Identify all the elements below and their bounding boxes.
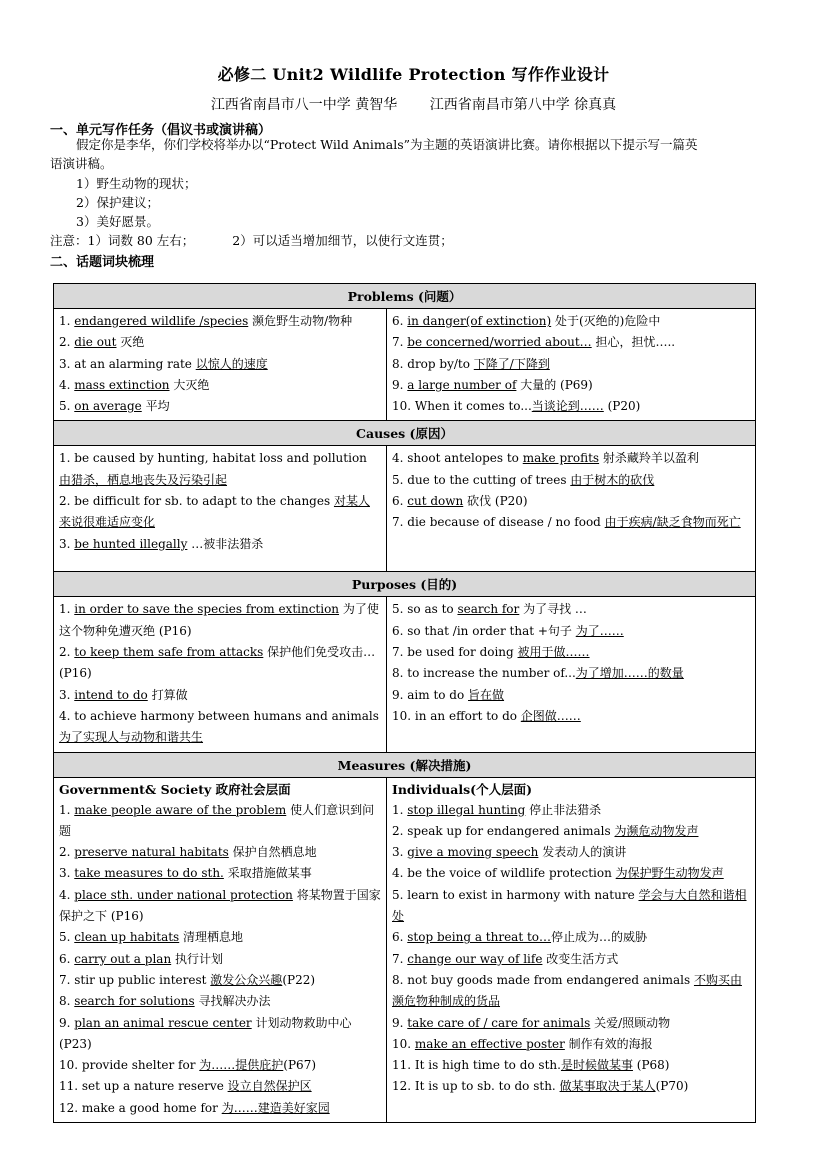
vocab-item-tail: 处于(灭绝的)危险中 [551, 314, 661, 328]
measures-left-title: Government& Society 政府社会层面 [59, 781, 291, 797]
vocab-item-tail: (P22) [282, 972, 316, 987]
measures-left-list [59, 800, 381, 1119]
vocab-item-lead: 4. [59, 887, 75, 902]
vocab-item-tail: 为了寻找 … [519, 602, 587, 617]
problems-left-cell [54, 309, 387, 421]
note-line [50, 231, 453, 249]
vocab-item-underlined: 为保护野生动物发声 [615, 866, 724, 881]
vocab-item-tail: 使人们意识到问题 [59, 802, 375, 838]
vocab-item [392, 642, 750, 663]
vocab-item-underlined: plan an animal rescue center [74, 1015, 252, 1030]
section-1-heading: 一、单元写作任务（倡议书或演讲稿） [50, 123, 272, 138]
vocab-item-tail: 停止非法猎杀 [525, 802, 602, 817]
vocab-item [59, 332, 381, 353]
vocab-item-tail: 停止成为…的威胁 [551, 930, 648, 945]
vocab-item-lead: 3. [59, 687, 75, 702]
vocab-item-tail: 濒危野生动物/物种 [248, 314, 353, 328]
causes-right-cell [387, 446, 756, 572]
vocab-item-underlined: die out [74, 335, 117, 350]
vocab-item-tail: (P20) [603, 399, 641, 414]
vocab-item-tail: 担心，担忧….. [591, 335, 676, 350]
vocab-item-underlined: on average [74, 399, 142, 414]
measures-right-cell [387, 777, 756, 1122]
vocab-item-tail: 大量的 (P69) [516, 377, 593, 392]
vocab-item-underlined: 以惊人的速度 [195, 356, 268, 371]
vocab-item-underlined: 为濒危动物发声 [614, 823, 699, 838]
vocab-item-lead: 3. [59, 536, 75, 551]
document-title: 必修二 Unit2 Wildlife Protection 写作作业设计 [217, 65, 610, 84]
vocab-item-underlined: endangered wildlife /species [74, 314, 249, 328]
vocab-item [392, 663, 750, 684]
vocab-item-tail: 将某物置于国家保护之下 (P16) [59, 887, 381, 924]
vocab-item [59, 448, 381, 491]
vocab-item [392, 1055, 750, 1076]
vocab-item-tail: 灭绝 [116, 335, 145, 350]
vocab-item-lead: 7. die because of disease / no food [392, 515, 605, 530]
task-point-1: 1）野生动物的现状； [76, 176, 197, 191]
vocab-item-underlined: 为……提供庇护 [199, 1058, 284, 1073]
vocab-item [392, 1034, 750, 1055]
vocab-item [392, 1076, 750, 1097]
vocab-item-underlined: 做某事取决于某人 [559, 1079, 656, 1094]
measures-right-title: Individuals(个人层面) [392, 781, 532, 797]
vocab-item-underlined: cut down [407, 494, 464, 509]
vocab-item [392, 311, 750, 332]
vocab-item [59, 642, 381, 685]
vocab-item-lead: 8. [59, 994, 75, 1009]
vocab-item-underlined: intend to do [74, 687, 148, 702]
vocab-item [392, 1013, 750, 1034]
vocab-item-lead: 3. at an alarming rate [59, 356, 196, 371]
vocab-item-lead: 6. so that /in order that +句子 [392, 623, 576, 638]
vocab-item-lead: 8. to increase the number of... [392, 666, 576, 681]
vocab-item [392, 927, 750, 948]
vocab-item-underlined: 对某人来说很难适应变化 [59, 494, 370, 530]
vocab-item-tail: 发表动人的演讲 [538, 845, 627, 860]
vocab-item-tail: 射杀藏羚羊以盈利 [599, 451, 699, 466]
vocab-item [59, 1076, 381, 1097]
vocab-item-lead: 1. be caused by hunting, habitat loss and pollution [59, 451, 367, 466]
vocab-item-tail: 执行计划 [171, 951, 223, 966]
vocab-item-underlined: 由于疾病/缺乏食物而死亡 [604, 515, 741, 530]
vocab-item-underlined: be concerned/worried about… [407, 335, 592, 350]
vocab-item-lead: 9. [392, 1015, 408, 1030]
vocab-item [392, 685, 750, 706]
causes-left-cell [54, 446, 387, 572]
vocab-item [392, 621, 750, 642]
vocab-item-tail: 寻找解决办法 [194, 994, 271, 1009]
vocab-item-underlined: stop being a threat to… [407, 930, 552, 945]
vocab-item-lead: 10. [392, 1036, 415, 1051]
vocab-item [59, 354, 381, 375]
vocab-item [392, 970, 750, 1013]
vocab-item-lead: 2. [59, 845, 75, 860]
vocab-item [59, 1013, 381, 1056]
task-line-1: 假定你是李华，你们学校将举办以“Protect Wild Animals”为主题的英语演讲比赛。请你根据以下提示写一篇英 [76, 137, 698, 152]
vocab-item-lead: 4. [59, 377, 75, 392]
vocab-item-underlined: 为了增加……的数量 [575, 666, 684, 681]
vocab-item-lead: 8. drop by/to [392, 356, 474, 371]
vocab-item-lead: 7. [392, 335, 408, 350]
vocab-item-lead: 4. be the voice of wildlife protection [392, 866, 616, 881]
vocab-item-lead: 1. [59, 314, 75, 328]
vocab-table [53, 283, 756, 1123]
vocab-item-underlined: 激发公众兴趣 [210, 972, 283, 987]
vocab-item-underlined: give a moving speech [407, 845, 539, 860]
vocab-item-lead: 2. speak up for endangered animals [392, 823, 615, 838]
vocab-item-tail: 清理栖息地 [179, 930, 244, 945]
vocab-item-underlined: mass extinction [74, 377, 170, 392]
vocab-item [59, 949, 381, 970]
note-a: 注意：1）词数 80 左右； [50, 233, 195, 248]
purposes-left-cell [54, 597, 387, 752]
vocab-item-underlined: 设立自然保护区 [227, 1079, 312, 1094]
vocab-item-lead: 5. due to the cutting of trees [392, 472, 571, 487]
vocab-item [392, 706, 750, 727]
vocab-item [59, 927, 381, 948]
vocab-item-underlined: 企图做…… [520, 708, 581, 723]
vocab-item-lead: 10. in an effort to do [392, 708, 521, 723]
vocab-item [392, 491, 750, 512]
vocab-item-tail: 大灭绝 [169, 377, 210, 392]
vocab-item [392, 470, 750, 491]
vocab-item-lead: 1. [59, 802, 75, 817]
vocab-item [59, 800, 381, 843]
vocab-item-underlined: 是时候做某事 [560, 1058, 633, 1073]
purposes-header: Purposes (目的) [54, 572, 756, 597]
vocab-item-underlined: a large number of [407, 377, 517, 392]
vocab-item-underlined: to keep them safe from attacks [74, 645, 264, 660]
vocab-item-underlined: 旨在做 [468, 687, 505, 702]
vocab-item-tail: 平均 [141, 399, 170, 414]
author-1: 江西省南昌市八一中学 黄智华 [210, 97, 398, 113]
vocab-item [392, 354, 750, 375]
vocab-item-underlined: 下降了/下降到 [473, 356, 550, 371]
vocab-item-underlined: carry out a plan [74, 951, 172, 966]
vocab-item-lead: 10. When it comes to... [392, 399, 532, 414]
vocab-item-tail: 制作有效的海报 [564, 1036, 653, 1051]
vocab-item-tail: 打算做 [147, 687, 188, 702]
vocab-item-underlined: 为……建造美好家园 [221, 1100, 330, 1115]
vocab-item-lead: 7. stir up public interest [59, 972, 211, 987]
section-2-heading: 二、话题词块梳理 [50, 255, 155, 270]
vocab-item-tail: (P68) [632, 1058, 670, 1073]
authors-line [0, 94, 827, 114]
vocab-item-lead: 3. [392, 845, 408, 860]
vocab-item-underlined: make profits [522, 451, 600, 466]
vocab-item-tail: 采取措施做某事 [223, 866, 312, 881]
vocab-item-underlined: 由于树木的砍伐 [570, 472, 655, 487]
vocab-item-underlined: search for solutions [74, 994, 195, 1009]
vocab-item [59, 863, 381, 884]
problems-right-cell [387, 309, 756, 421]
vocab-item-lead: 1. [392, 802, 408, 817]
vocab-item-lead: 11. set up a nature reserve [59, 1079, 228, 1094]
vocab-item [59, 706, 381, 749]
vocab-item [59, 375, 381, 396]
vocab-item [59, 970, 381, 991]
vocab-item [59, 311, 381, 332]
note-b: 2）可以适当增加细节，以使行文连贯； [232, 233, 453, 248]
vocab-item [392, 448, 750, 469]
vocab-item-lead: 5. [59, 930, 75, 945]
vocab-item [392, 599, 750, 620]
vocab-item [59, 991, 381, 1012]
vocab-item [392, 863, 750, 884]
vocab-item-lead: 4. shoot antelopes to [392, 451, 523, 466]
measures-right-list [392, 800, 750, 1098]
vocab-item-underlined: search for [457, 602, 520, 617]
vocab-item-underlined: 为了实现人与动物和谐共生 [59, 730, 204, 745]
vocab-item-lead: 2. [59, 645, 75, 660]
vocab-item-underlined: preserve natural habitats [74, 845, 229, 860]
problems-header: Problems (问题） [54, 284, 756, 309]
vocab-item [59, 1055, 381, 1076]
vocab-item-lead: 10. provide shelter for [59, 1058, 200, 1073]
vocab-item-underlined: take care of / care for animals [407, 1015, 591, 1030]
author-2: 江西省南昌市第八中学 徐真真 [429, 97, 617, 113]
vocab-item [392, 512, 750, 533]
vocab-item-lead: 12. It is up to sb. to do sth. [392, 1079, 560, 1094]
vocab-item-tail: 砍伐 (P20) [463, 494, 528, 509]
vocab-item-tail: (P70) [655, 1079, 689, 1094]
vocab-item [392, 396, 750, 417]
vocab-item [59, 885, 381, 928]
vocab-item [59, 685, 381, 706]
vocab-item-underlined: in danger(of extinction) [407, 314, 552, 328]
vocab-item-lead: 5. learn to exist in harmony with nature [392, 887, 639, 902]
vocab-item-lead: 7. [392, 951, 408, 966]
vocab-item-tail: …被非法猎杀 [187, 536, 264, 551]
vocab-item-lead: 8. not buy goods made from endangered animals [392, 972, 694, 987]
vocab-item-tail: 保护他们免受攻击… (P16) [59, 645, 376, 681]
vocab-item-underlined: make an effective poster [414, 1036, 565, 1051]
vocab-item [59, 534, 381, 555]
vocab-item-underlined: 被用于做…… [517, 645, 590, 660]
vocab-item [392, 375, 750, 396]
vocab-item-lead: 2. [59, 335, 75, 350]
vocab-item-tail: 关爱/照顾动物 [590, 1015, 671, 1030]
task-line-2: 语演讲稿。 [50, 156, 113, 171]
vocab-item-underlined: take measures to do sth. [74, 866, 224, 881]
purposes-right-cell [387, 597, 756, 752]
vocab-item [392, 885, 750, 928]
vocab-item-lead: 9. aim to do [392, 687, 469, 702]
vocab-item-lead: 5. so as to [392, 602, 458, 617]
vocab-item-tail: 计划动物救助中心 (P23) [59, 1015, 352, 1051]
vocab-item-tail: 为了使这个物种免遭灭绝 (P16) [59, 602, 379, 638]
vocab-item-tail: (P67) [283, 1058, 317, 1073]
vocab-item [59, 1098, 381, 1119]
vocab-item-lead: 11. It is high time to do sth. [392, 1058, 561, 1073]
vocab-item-lead: 6. [392, 930, 408, 945]
measures-left-cell [54, 777, 387, 1122]
vocab-item-lead: 6. [59, 951, 75, 966]
vocab-item-underlined: stop illegal hunting [407, 802, 526, 817]
vocab-item [392, 332, 750, 353]
vocab-item [59, 396, 381, 417]
vocab-item-underlined: 不购买由濒危物种制成的货品 [392, 972, 742, 1009]
vocab-item [392, 821, 750, 842]
vocab-item-tail: 改变生活方式 [542, 951, 619, 966]
vocab-item-underlined: 学会与大自然和谐相处 [392, 887, 747, 924]
vocab-item [392, 800, 750, 821]
vocab-item-underlined: make people aware of the problem [74, 802, 287, 817]
vocab-item-underlined: place sth. under national protection [74, 887, 293, 902]
vocab-item-underlined: change our way of life [407, 951, 543, 966]
vocab-item-lead: 9. [59, 1015, 75, 1030]
causes-header: Causes (原因） [54, 421, 756, 446]
vocab-item-lead: 6. [392, 314, 408, 328]
vocab-item [59, 491, 381, 534]
vocab-item-underlined: 当谈论到…… [531, 399, 604, 414]
vocab-item [59, 842, 381, 863]
vocab-item [392, 842, 750, 863]
vocab-item-lead: 6. [392, 494, 408, 509]
vocab-item-lead: 4. to achieve harmony between humans and animals [59, 708, 379, 723]
vocab-item-underlined: clean up habitats [74, 930, 180, 945]
vocab-item-tail: 保护自然栖息地 [228, 845, 317, 860]
vocab-item-lead: 3. [59, 866, 75, 881]
vocab-item-lead: 2. be difficult for sb. to adapt to the changes [59, 494, 334, 509]
vocab-item [59, 599, 381, 642]
vocab-item-lead: 1. [59, 602, 75, 617]
vocab-item-underlined: 为了…… [575, 623, 624, 638]
vocab-item-underlined: 由猎杀，栖息地丧失及污染引起 [59, 472, 228, 487]
vocab-item-underlined: be hunted illegally [74, 536, 188, 551]
measures-header: Measures (解决措施) [54, 752, 756, 777]
task-point-2: 2）保护建议； [76, 195, 159, 210]
vocab-item-lead: 5. [59, 399, 75, 414]
vocab-item-lead: 9. [392, 377, 408, 392]
vocab-item-underlined: in order to save the species from extinction [74, 602, 340, 617]
vocab-item-lead: 12. make a good home for [59, 1100, 222, 1115]
vocab-item [392, 949, 750, 970]
task-point-3: 3）美好愿景。 [76, 214, 159, 229]
vocab-item-lead: 7. be used for doing [392, 645, 518, 660]
